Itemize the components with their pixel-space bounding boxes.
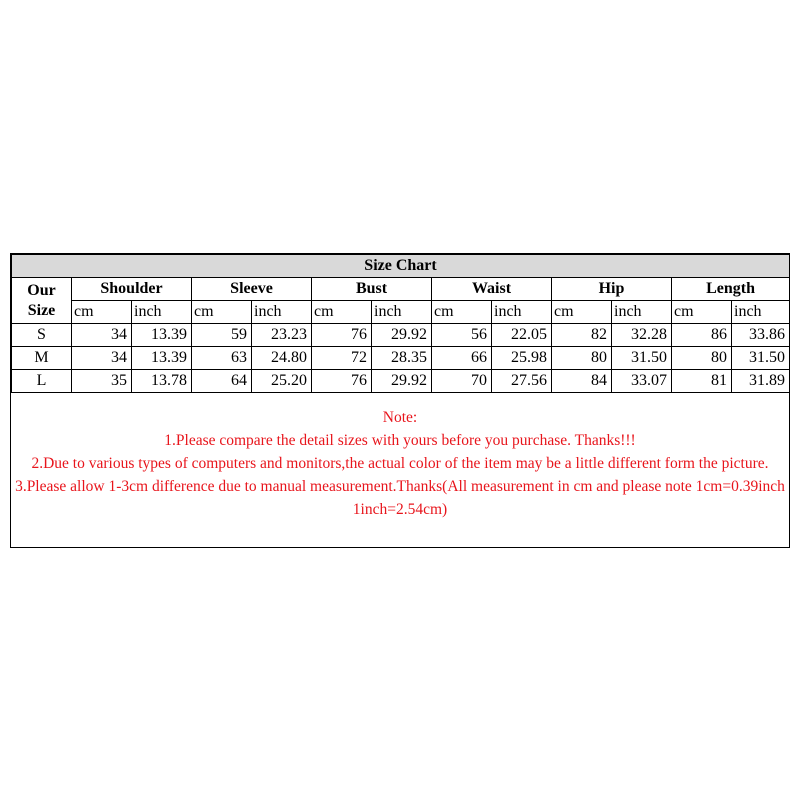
group-header-sleeve: Sleeve xyxy=(192,278,312,301)
value-cell-waist-cm: 66 xyxy=(432,347,492,370)
our-size-header-line2: Size xyxy=(27,301,56,319)
value-cell-hip-inch: 33.07 xyxy=(612,370,672,393)
value-cell-sleeve-cm: 59 xyxy=(192,324,252,347)
value-cell-shoulder-inch: 13.78 xyxy=(132,370,192,393)
group-header-shoulder: Shoulder xyxy=(72,278,192,301)
table-row xyxy=(12,324,790,347)
value-cell-waist-inch: 25.98 xyxy=(492,347,552,370)
size-label-cell: M xyxy=(12,347,72,370)
unit-header-hip-cm: cm xyxy=(552,301,612,324)
value-cell-shoulder-cm: 34 xyxy=(72,324,132,347)
unit-header-bust-inch: inch xyxy=(372,301,432,324)
unit-header-shoulder-inch: inch xyxy=(132,301,192,324)
table-title: Size Chart xyxy=(12,255,790,278)
value-cell-sleeve-inch: 23.23 xyxy=(252,324,312,347)
value-cell-waist-cm: 56 xyxy=(432,324,492,347)
value-cell-bust-inch: 29.92 xyxy=(372,370,432,393)
unit-header-shoulder-cm: cm xyxy=(72,301,132,324)
value-cell-length-inch: 31.89 xyxy=(732,370,790,393)
unit-header-waist-inch: inch xyxy=(492,301,552,324)
note-line-3: 3.Please allow 1-3cm difference due to manual measurement.Thanks(All measurement in cm and please note 1cm=0.39inch 1inch=2.54cm) xyxy=(15,478,785,518)
value-cell-waist-cm: 70 xyxy=(432,370,492,393)
value-cell-shoulder-inch: 13.39 xyxy=(132,324,192,347)
value-cell-bust-cm: 72 xyxy=(312,347,372,370)
value-cell-shoulder-inch: 13.39 xyxy=(132,347,192,370)
unit-header-length-cm: cm xyxy=(672,301,732,324)
value-cell-bust-cm: 76 xyxy=(312,324,372,347)
size-chart-sheet xyxy=(10,253,790,548)
group-header-bust: Bust xyxy=(312,278,432,301)
size-label-cell: S xyxy=(12,324,72,347)
value-cell-length-cm: 80 xyxy=(672,347,732,370)
our-size-header xyxy=(12,278,72,324)
our-size-header-line1: Our xyxy=(27,281,56,299)
group-header-row xyxy=(12,278,790,301)
note-line-1: 1.Please compare the detail sizes with yours before you purchase. Thanks!!! xyxy=(164,432,636,449)
value-cell-length-cm: 81 xyxy=(672,370,732,393)
note-block xyxy=(11,406,789,521)
value-cell-bust-inch: 29.92 xyxy=(372,324,432,347)
group-header-waist: Waist xyxy=(432,278,552,301)
value-cell-shoulder-cm: 34 xyxy=(72,347,132,370)
unit-header-sleeve-cm: cm xyxy=(192,301,252,324)
value-cell-hip-cm: 84 xyxy=(552,370,612,393)
group-header-hip: Hip xyxy=(552,278,672,301)
value-cell-length-cm: 86 xyxy=(672,324,732,347)
value-cell-sleeve-inch: 25.20 xyxy=(252,370,312,393)
unit-header-waist-cm: cm xyxy=(432,301,492,324)
unit-header-length-inch: inch xyxy=(732,301,790,324)
size-label-cell: L xyxy=(12,370,72,393)
unit-header-row xyxy=(12,301,790,324)
title-row xyxy=(12,255,790,278)
value-cell-sleeve-inch: 24.80 xyxy=(252,347,312,370)
unit-header-bust-cm: cm xyxy=(312,301,372,324)
unit-header-hip-inch: inch xyxy=(612,301,672,324)
value-cell-bust-cm: 76 xyxy=(312,370,372,393)
value-cell-hip-inch: 31.50 xyxy=(612,347,672,370)
value-cell-length-inch: 33.86 xyxy=(732,324,790,347)
unit-header-sleeve-inch: inch xyxy=(252,301,312,324)
value-cell-waist-inch: 27.56 xyxy=(492,370,552,393)
value-cell-sleeve-cm: 64 xyxy=(192,370,252,393)
value-cell-waist-inch: 22.05 xyxy=(492,324,552,347)
table-row xyxy=(12,347,790,370)
value-cell-hip-cm: 80 xyxy=(552,347,612,370)
size-chart-table xyxy=(11,254,790,393)
note-heading: Note: xyxy=(382,409,418,426)
value-cell-sleeve-cm: 63 xyxy=(192,347,252,370)
table-row xyxy=(12,370,790,393)
group-header-length: Length xyxy=(672,278,790,301)
value-cell-shoulder-cm: 35 xyxy=(72,370,132,393)
value-cell-length-inch: 31.50 xyxy=(732,347,790,370)
value-cell-bust-inch: 28.35 xyxy=(372,347,432,370)
value-cell-hip-cm: 82 xyxy=(552,324,612,347)
note-line-2: 2.Due to various types of computers and monitors,the actual color of the item may be a little different form the picture. xyxy=(31,455,769,472)
value-cell-hip-inch: 32.28 xyxy=(612,324,672,347)
